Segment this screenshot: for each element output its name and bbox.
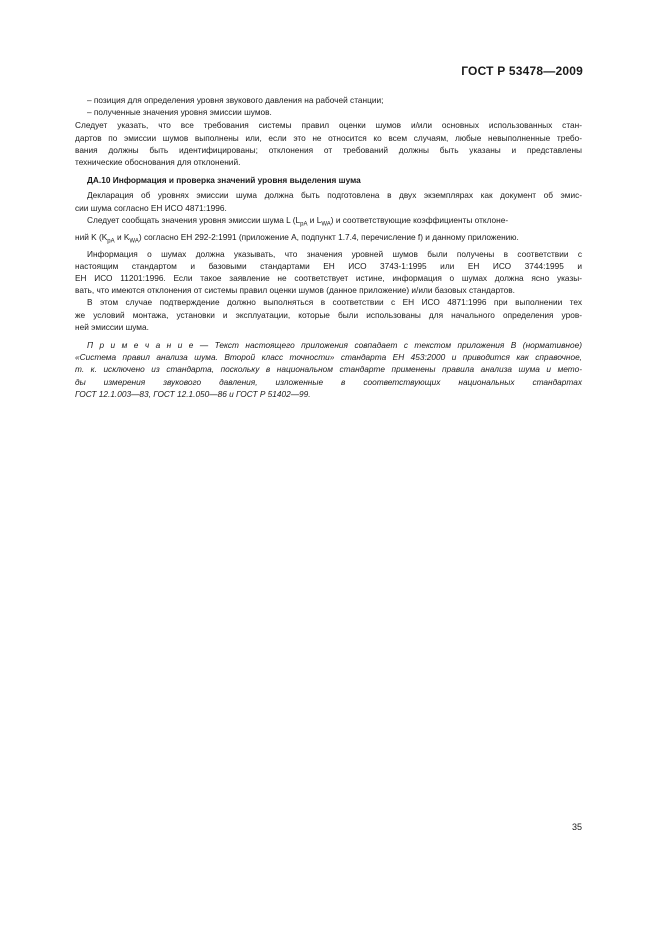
- list-item: – полученные значения уровня эмиссии шумов.: [87, 107, 272, 118]
- paragraph: В этом случае подтверждение должно выполняться в соответствии с ЕН ИСО 4871:1996 при выполнении тех же условий монтажа, установки и эксплуатации, которые были использованы для начального определения уров- ней эмиссии шума.: [75, 297, 582, 332]
- paragraph: Следует указать, что все требования системы правил оценки шумов и/или основных использованных стан- дартов по эмиссии шумов выполнены или, если это не относится ко всем случаям, любые невыполненные требо- вания должны быть идентифицированы; отклонения от требований должны быть указаны и представлены технические обоснования для отклонений.: [75, 120, 582, 168]
- note: П р и м е ч а н и е — Текст настоящего приложения совпадает с текстом приложения В (нормативное) «Система правил анализа шума. Второй класс точности» стандарта ЕН 453:2000 и приводится как справочное, т. к. исключено из стандарта, поскольку в национальном стандарте применены правила анализа шума и мето- ды измерения звукового давления, изложенные в соответствующих национальных стандартах ГОСТ 12.1.003—83, ГОСТ 12.1.050—86 и ГОСТ Р 51402—99.: [75, 339, 582, 399]
- list-item: – позиция для определения уровня звукового давления на рабочей станции;: [87, 95, 384, 105]
- standard-designation: ГОСТ Р 53478—2009: [461, 64, 583, 78]
- paragraph: Следует сообщать значения уровня эмиссии шума L ($L_{pA}$ и $L_{WA}$) и соответствующие коэффициенты отклоне- ний K ($K_{pA}$ и $K_{WA}$) согласно ЕН 292-2:1991 (приложение А, подпункт 1.7.4, перечисление f) и данному приложению.: [75, 214, 519, 245]
- paragraph: Декларация об уровнях эмиссии шума должна быть подготовлена в двух экземплярах как документ об эмис- сии шума согласно ЕН ИСО 4871:1996.: [75, 190, 582, 213]
- section-heading: ДА.10 Информация и проверка значений уровня выделения шума: [87, 175, 361, 186]
- document-body: [75, 94, 582, 400]
- page-number: 35: [571, 822, 582, 832]
- paragraph: Информация о шумах должна указывать, что значения уровней шумов были получены в соответствии с настоящим стандартом и базовыми стандартами ЕН ИСО 3743-1:1995 или ЕН ИСО 3744:1995 и ЕН ИСО 11201:1996. Если такое заявление не соответствует истине, информация о шумах должна ясно указы- вать, что имеются отклонения от системы правил оценки шумов (данное приложение) и/или базовых стандартов.: [75, 248, 582, 296]
